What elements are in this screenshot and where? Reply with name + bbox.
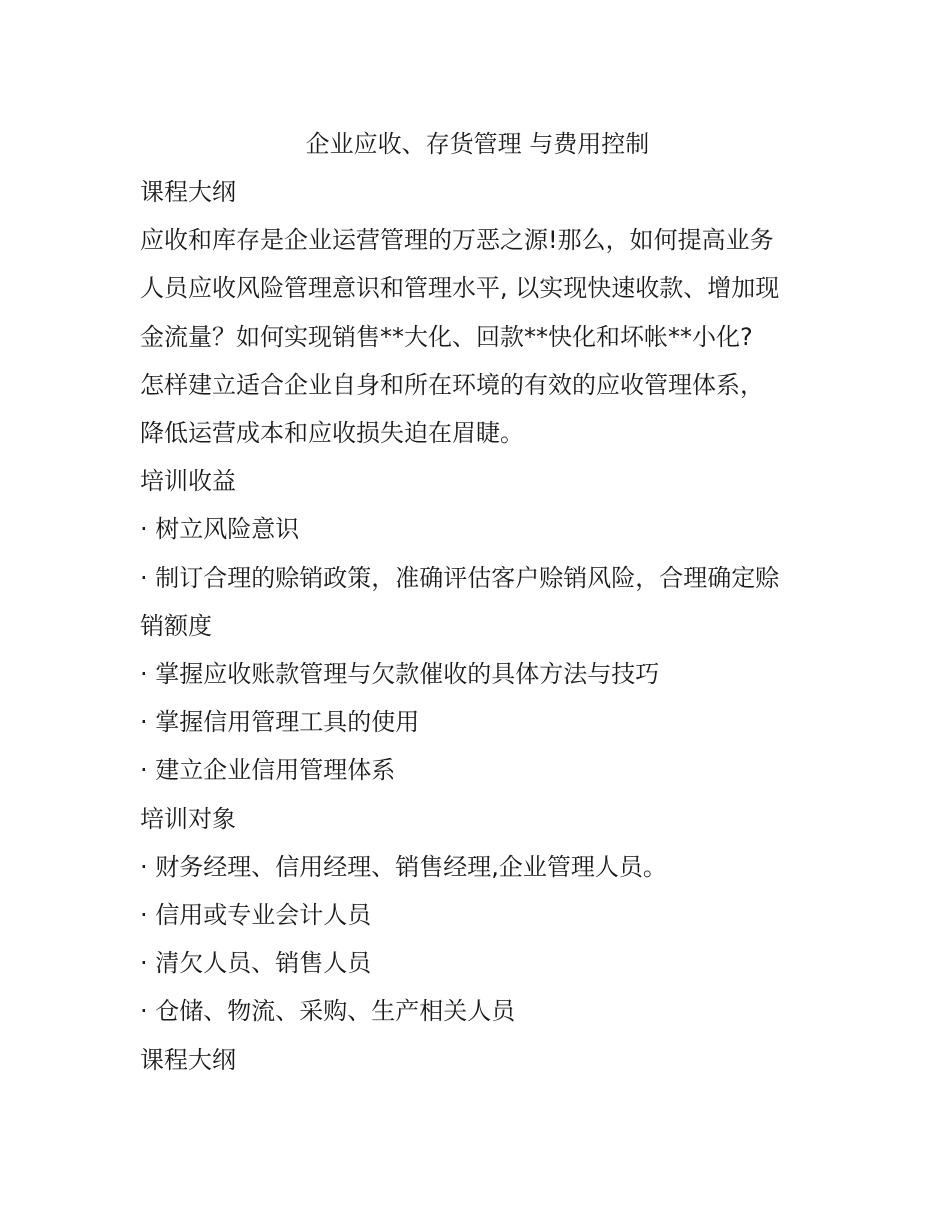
intro-line: 怎样建立适合企业自身和所在环境的有效的应收管理体系， xyxy=(140,370,764,399)
section-heading-benefits: 培训收益 xyxy=(140,467,236,496)
section-heading-outline: 课程大纲 xyxy=(140,178,236,206)
audience-list xyxy=(140,843,815,1036)
list-item: · 建立企业信用管理体系 xyxy=(140,756,396,785)
list-item: · 信用或专业会计人员 xyxy=(140,901,372,930)
list-item: · 树立风险意识 xyxy=(140,515,300,544)
list-item: 销额度 xyxy=(140,611,212,640)
list-item: · 清欠人员、销售人员 xyxy=(140,949,372,978)
document-body xyxy=(140,120,815,1084)
intro-line: 金流量？如何实现销售**大化、回款**快化和坏帐**小化? xyxy=(140,322,753,351)
section-heading-audience: 培训对象 xyxy=(140,804,236,833)
list-item: · 制订合理的赊销政策，准确评估客户赊销风险，合理确定赊 xyxy=(140,563,780,592)
list-item: · 仓储、物流、采购、生产相关人员 xyxy=(140,997,516,1026)
benefits-list xyxy=(140,505,815,794)
intro-line: 降低运营成本和应收损失迫在眉睫。 xyxy=(140,419,524,448)
intro-paragraph xyxy=(140,216,815,457)
document-title: 企业应收、存货管理 与费用控制 xyxy=(305,130,650,158)
section-heading-outline-closing: 课程大纲 xyxy=(140,1045,236,1074)
intro-line: 应收和库存是企业运营管理的万恶之源!那么，如何提高业务 xyxy=(140,226,774,255)
intro-line: 人员应收风险管理意识和管理水平, 以实现快速收款、增加现 xyxy=(140,274,780,303)
list-item: · 掌握信用管理工具的使用 xyxy=(140,708,420,737)
list-item: · 财务经理、信用经理、销售经理,企业管理人员。 xyxy=(140,852,667,881)
list-item: · 掌握应收账款管理与欠款催收的具体方法与技巧 xyxy=(140,660,660,689)
